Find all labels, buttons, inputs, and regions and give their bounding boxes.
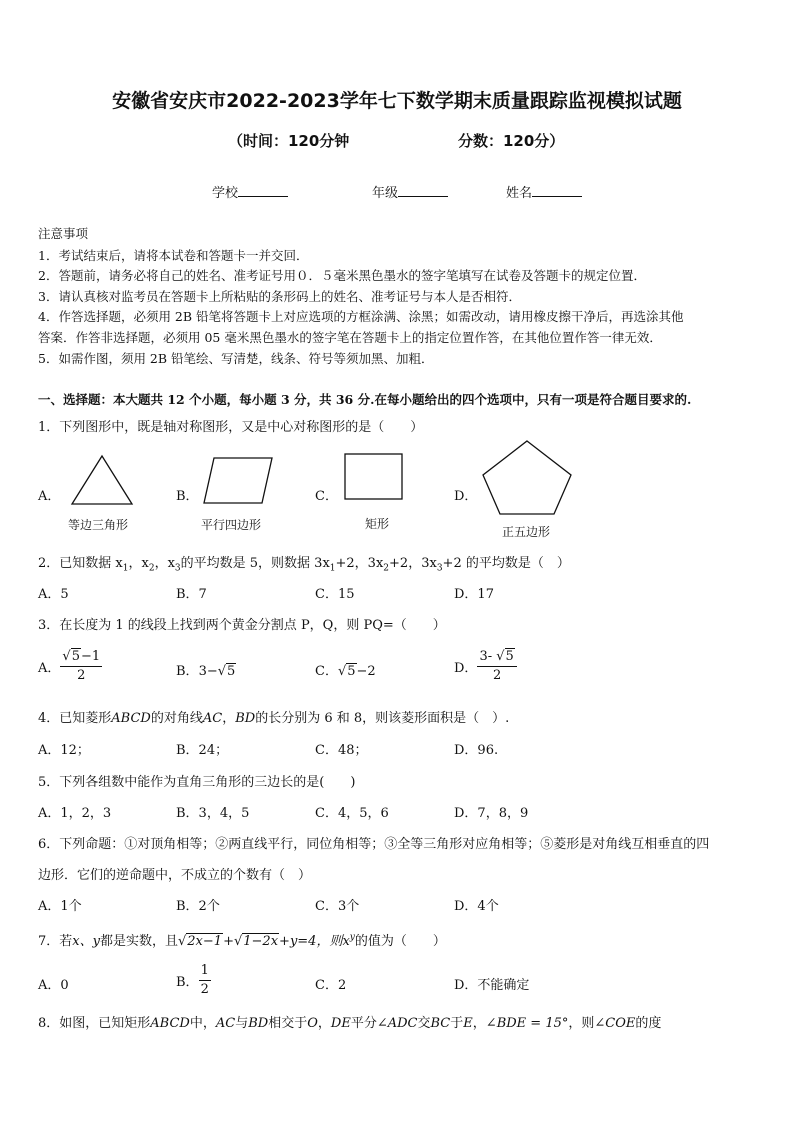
q7-option-c: C．2	[315, 978, 347, 993]
q7-sup: y	[349, 932, 355, 943]
q6-line-2: 边形．它们的逆命题中，不成立的个数有（ ）	[38, 868, 312, 883]
q3-stem: 3．在长度为 1 的线段上找到两个黄金分割点 P，Q，则 PQ=（ ）	[38, 618, 446, 633]
q7-option-b	[176, 962, 211, 999]
q2-sub-4: 1	[329, 563, 336, 574]
q8-bd: BD	[248, 1016, 269, 1031]
q4-text-2: 的对角线	[150, 711, 203, 726]
q1-label-d: D．	[454, 489, 478, 504]
q5-option-d: D．7，8，9	[454, 806, 529, 821]
q3-option-b	[176, 660, 236, 679]
q3-a-den: 2	[77, 668, 86, 683]
q2-text-e: +2，3x	[335, 556, 384, 571]
q2-text-d: 的平均数是 5，则数据 3x	[180, 556, 330, 571]
q8-text-11: 的度	[635, 1016, 662, 1031]
q4-text-1: 4．已知菱形	[38, 711, 112, 726]
sqrt-icon: √	[177, 934, 187, 949]
q3-b-pre: 3−	[198, 664, 218, 679]
q8-text-6: 平分	[350, 1016, 377, 1031]
q7-stem	[38, 930, 446, 949]
pentagon-figure	[483, 441, 571, 514]
page-title: 安徽省安庆市2022-2023学年七下数学期末质量跟踪监视模拟试题	[112, 90, 682, 112]
q3-option-d	[454, 648, 517, 685]
q8-stem	[38, 1012, 661, 1031]
q2-sub-6: 3	[436, 563, 443, 574]
q6-option-c: C．3个	[315, 899, 360, 914]
q7-b-fraction	[199, 962, 211, 999]
q1-stem: 1．下列图形中，既是轴对称图形，又是中心对称图形的是（ ）	[38, 420, 424, 435]
q3-d-pre: 3-	[479, 649, 493, 664]
q8-abcd: ABCD	[150, 1016, 190, 1031]
q4-text-3: ，	[222, 711, 236, 726]
q4-abcd: ABCD	[111, 711, 151, 726]
grade-label: 年级	[372, 186, 399, 201]
q3-d-root: 5	[505, 649, 514, 664]
q4-option-a: A．12；	[38, 743, 90, 758]
q8-bde: ∠BDE = 15°	[485, 1016, 569, 1031]
q3-option-c	[315, 660, 376, 679]
q4-bd: BD	[235, 711, 256, 726]
q2-stem	[38, 552, 570, 574]
q7-root-2: 1−2x	[243, 934, 279, 949]
sqrt-icon: √	[217, 664, 227, 679]
q8-text-8: 于	[450, 1016, 464, 1031]
q1-caption-a: 等边三角形	[68, 518, 129, 532]
name-label: 姓名	[506, 186, 533, 201]
q7-b-num: 1	[199, 962, 211, 981]
sqrt-icon: √	[496, 649, 505, 664]
q8-text-1: 8．如图，已知矩形	[38, 1016, 151, 1031]
q8-text-4: 相交于	[268, 1016, 308, 1031]
q8-text-5: ，	[317, 1016, 331, 1031]
q3-label-a: A．	[38, 661, 61, 676]
q8-coe: ∠COE	[594, 1016, 636, 1031]
sqrt-icon: √	[233, 934, 243, 949]
sqrt-icon: √	[62, 649, 71, 664]
q6-option-b: B．2个	[176, 899, 220, 914]
q3-option-a	[38, 648, 102, 685]
q6-option-d: D．4个	[454, 899, 499, 914]
q2-sub-5: 2	[383, 563, 390, 574]
q8-de: DE	[330, 1016, 351, 1031]
q2-text-a: 2．已知数据 x	[38, 556, 123, 571]
q5-option-a: A．1，2，3	[38, 806, 112, 821]
q2-sub-2: 2	[148, 563, 155, 574]
q7-label-b: B．	[176, 975, 199, 990]
q7-plus: +	[223, 934, 234, 949]
q8-text-2: 中，	[189, 1016, 216, 1031]
q5-option-c: C．4，5，6	[315, 806, 389, 821]
q7-text-2: 都是实数，且	[99, 934, 178, 949]
q4-option-b: B．24；	[176, 743, 229, 758]
q7-text-1: 7．若	[38, 934, 73, 949]
q2-option-c: C．15	[315, 587, 355, 602]
triangle-figure	[72, 456, 132, 504]
q3-c-root: 5	[347, 664, 356, 679]
q4-stem	[38, 707, 509, 726]
q5-stem: 5．下列各组数中能作为直角三角形的三边长的是( )	[38, 775, 356, 790]
note-3: 3．请认真核对监考员在答题卡上所粘贴的条形码上的姓名、准考证号与本人是否相符．	[38, 289, 521, 304]
q3-d-den: 2	[492, 668, 502, 683]
q4-text-4: 的长分别为 6 和 8，则该菱形面积是（ ）.	[255, 711, 510, 726]
note-4b: 答案．作答非选择题，必须用 05 毫米黑色墨水的签字笔在答题卡上的指定位置作答，在其他位置作答一律无效．	[38, 330, 662, 345]
q1-label-a: A．	[38, 489, 61, 504]
q8-text-7: 交	[417, 1016, 431, 1031]
q4-option-d: D．96.	[454, 743, 499, 758]
q2-text-f: +2，3x	[389, 556, 437, 571]
q7-text-3: +y=4，则	[279, 934, 343, 949]
sqrt-icon: √	[337, 664, 347, 679]
q1-caption-b: 平行四边形	[201, 518, 262, 532]
q1-label-c: C．	[315, 489, 338, 504]
q2-sub-1: 1	[122, 563, 129, 574]
q7-x: x	[342, 934, 350, 949]
q2-option-a: A．5	[38, 587, 69, 602]
q3-d-fraction	[477, 648, 516, 685]
q8-text-9: ，	[472, 1016, 486, 1031]
q3-label-d: D．	[454, 661, 478, 676]
q2-option-b: B．7	[176, 587, 207, 602]
q8-o: O	[307, 1016, 318, 1031]
q2-sub-3: 3	[174, 563, 181, 574]
q3-a-rest: −1	[80, 649, 101, 664]
q7-root-1: 2x−1	[187, 934, 223, 949]
section-heading: 一、选择题：本大题共 12 个小题，每小题 3 分，共 36 分.在每小题给出的四个选项中，只有一项是符合题目要求的.	[38, 392, 692, 407]
q2-option-d: D．17	[454, 587, 494, 602]
q2-text-g: +2 的平均数是（ ）	[442, 556, 570, 571]
q1-label-b: B．	[176, 489, 199, 504]
q4-ac: AC	[202, 711, 223, 726]
q7-b-den: 2	[200, 982, 209, 997]
note-4a: 4．作答选择题，必须用 2B 铅笔将答题卡上对应选项的方框涂满、涂黑；如需改动，请用橡皮擦干净后，再选涂其他	[38, 309, 684, 324]
q8-adc: ∠ADC	[376, 1016, 418, 1031]
parallelogram-figure	[204, 458, 272, 503]
q3-c-post: −2	[356, 664, 376, 679]
q1-caption-d: 正五边形	[502, 525, 551, 539]
q7-option-d: D．不能确定	[454, 978, 530, 993]
q7-option-a: A．0	[38, 978, 69, 993]
q1-caption-c: 矩形	[365, 517, 390, 531]
q8-text-10: ，则	[568, 1016, 595, 1031]
note-1: 1．考试结束后，请将本试卷和答题卡一并交回．	[38, 248, 309, 263]
school-label: 学校	[212, 186, 239, 201]
q3-a-root: 5	[71, 649, 80, 664]
note-5: 5．如需作图，须用 2B 铅笔绘、写清楚，线条、符号等须加黑、加粗．	[38, 351, 434, 366]
note-2: 2．答题前，请务必将自己的姓名、准考证号用０．５毫米黑色墨水的签字笔填写在试卷及答题卡的规定位置．	[38, 268, 646, 283]
q6-line-1: 6．下列命题：①对顶角相等；②两直线平行，同位角相等；③全等三角形对应角相等；⑤菱形是对角线互相垂直的四	[38, 837, 710, 852]
q8-e: E	[463, 1016, 473, 1031]
exam-time: （时间：120分钟	[228, 132, 350, 150]
q4-option-c: C．48；	[315, 743, 368, 758]
q3-b-root: 5	[227, 664, 236, 679]
rectangle-figure	[345, 454, 402, 499]
q8-bc: BC	[430, 1016, 451, 1031]
notes-heading: 注意事项	[38, 226, 89, 241]
q2-text-b: ，x	[128, 556, 149, 571]
q7-xy: x、y	[72, 934, 100, 949]
q7-text-4: 的值为（ ）	[354, 934, 446, 949]
q3-label-b: B．	[176, 664, 199, 679]
q2-text-c: ，x	[154, 556, 175, 571]
q3-label-c: C．	[315, 664, 338, 679]
q5-option-b: B．3，4，5	[176, 806, 250, 821]
q8-text-3: 与	[235, 1016, 249, 1031]
q6-option-a: A．1个	[38, 899, 82, 914]
q3-a-fraction	[60, 648, 102, 685]
exam-score: 分数：120分）	[458, 132, 565, 150]
q8-ac: AC	[215, 1016, 236, 1031]
